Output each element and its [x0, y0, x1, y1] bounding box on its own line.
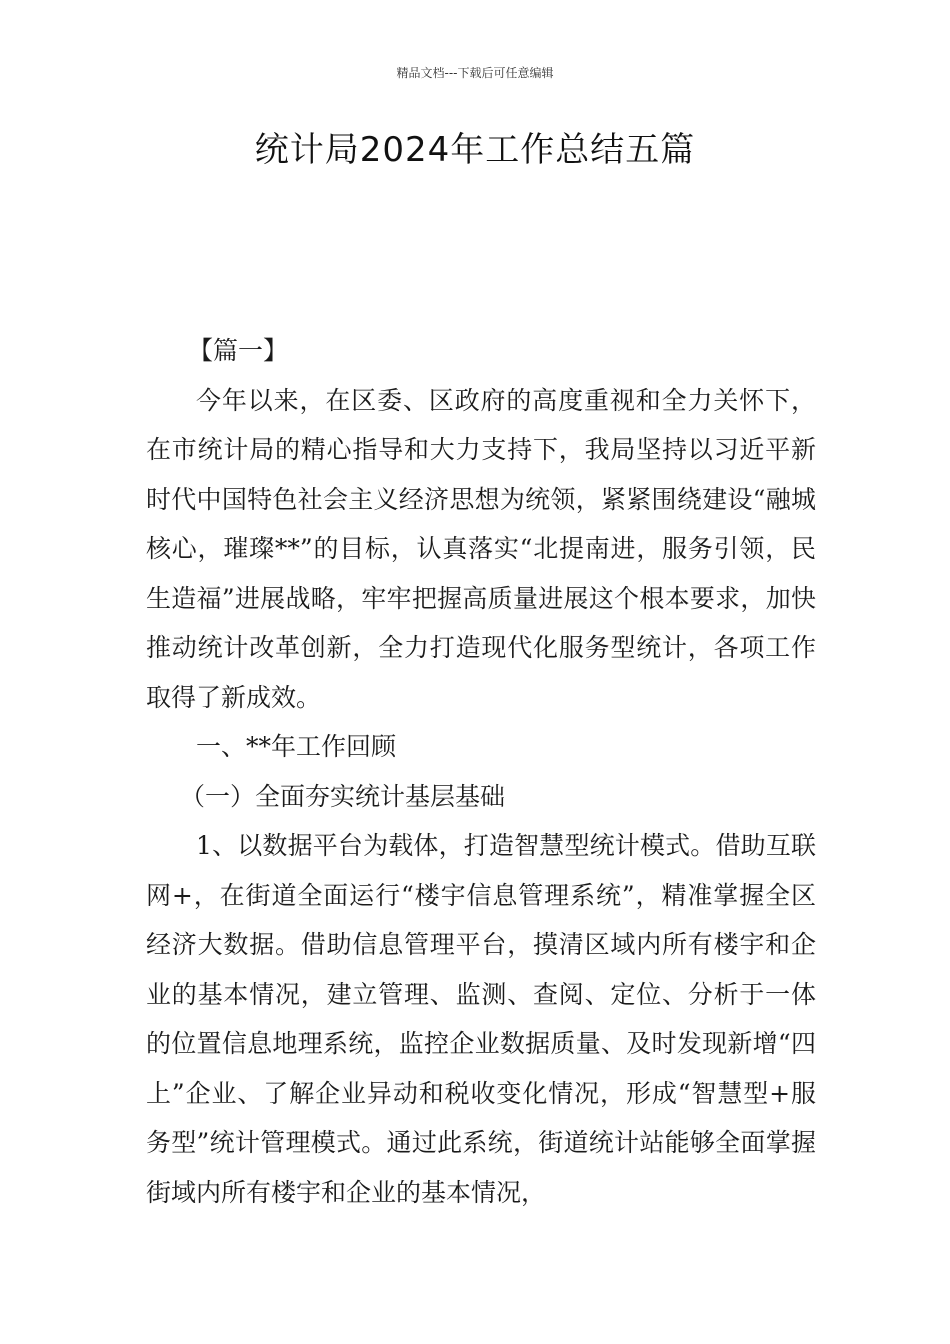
section-label: 【篇一】	[188, 336, 289, 365]
document-title: 统计局2024年工作总结五篇	[254, 130, 696, 170]
section-heading: 一、**年工作回顾	[196, 732, 397, 761]
item-paragraph: 1、以数据平台为载体，打造智慧型统计模式。借助互联网+，在街道全面运行“楼宇信息管理系统”，精准掌握全区经济大数据。借助信息管理平台，摸清区域内所有楼宇和企业的基本情况，建立管理、监测、查阅、定位、分析于一体的位置信息地理系统，监控企业数据质量、及时发现新增“四上”企业、了解企业异动和税收变化情况，形成“智慧型+服务型”统计管理模式。通过此系统，街道统计站能够全面掌握街域内所有楼宇和企业的基本情况，	[146, 831, 816, 1207]
document-body	[146, 326, 816, 1217]
page-header-note: 精品文档---下载后可任意编辑	[396, 66, 554, 80]
subsection-heading: （一）全面夯实统计基层基础	[180, 781, 506, 811]
intro-paragraph: 今年以来，在区委、区政府的高度重视和全力关怀下，在市统计局的精心指导和大力支持下，我局坚持以习近平新时代中国特色社会主义经济思想为统领，紧紧围绕建设“融城核心，璀璨**”的目标，认真落实“北提南进，服务引领，民生造福”进展战略，牢牢把握高质量进展这个根本要求，加快推动统计改革创新，全力打造现代化服务型统计，各项工作取得了新成效。	[146, 385, 816, 712]
